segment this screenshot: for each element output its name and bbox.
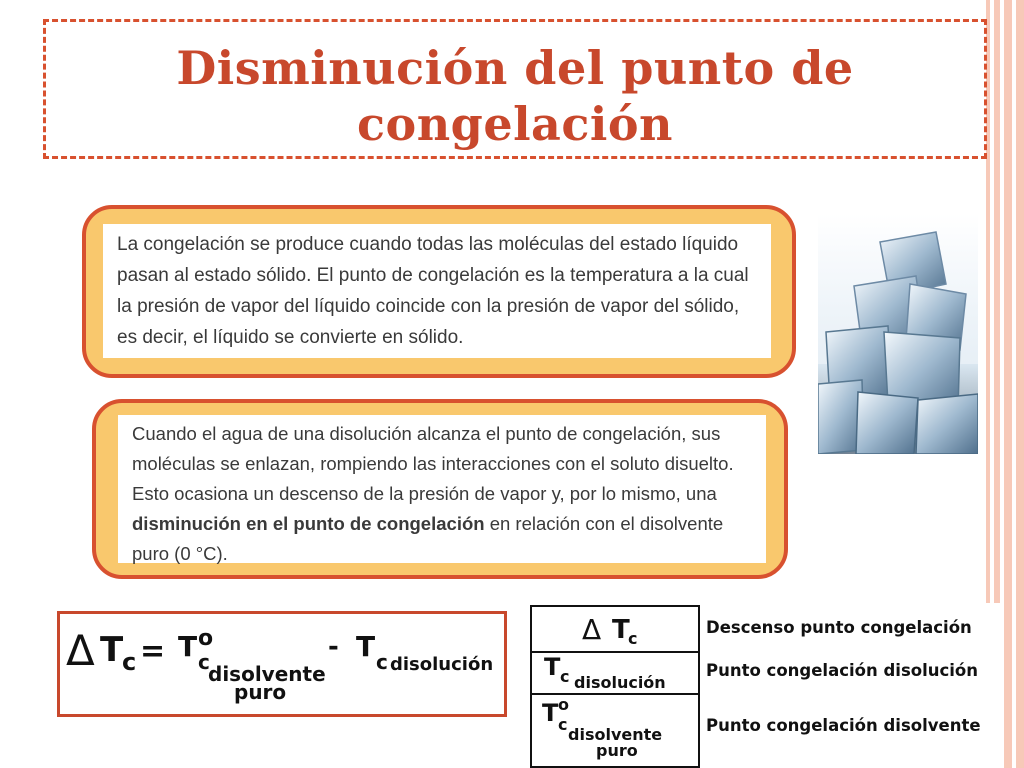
table-puro: puro	[596, 741, 638, 760]
formula-sub-disolucion: disolución	[390, 654, 494, 675]
formula-sub-c-solvent: c	[198, 650, 210, 674]
table-t1: T	[612, 615, 630, 645]
formula-t-solution: T	[356, 630, 376, 663]
explanation-text-bold: disminución en el punto de congelación	[132, 513, 485, 534]
explanation-text-end: en relación con el disolvente puro (0 °C).	[132, 513, 724, 564]
formula-sub-disolvente: disolvente	[208, 662, 326, 686]
title-frame	[43, 19, 987, 159]
table-c2: c	[560, 667, 570, 686]
formula-t-solvent: T	[178, 630, 198, 663]
delta-symbol: Δ	[66, 626, 95, 675]
explanation-text-start: Cuando el agua de una disolución alcanza el punto de congelación, sus moléculas se enlazan, rompiendo las interacciones con el soluto disuelto. Esto ocasiona un descenso de la presión de vapor y, por lo mismo, una	[132, 423, 734, 504]
definition-card	[82, 205, 796, 378]
freezing-point-formula	[57, 611, 507, 717]
formula-minus: -	[328, 632, 339, 662]
table-o3: o	[558, 695, 569, 714]
formula-sub-c: c	[122, 648, 137, 676]
legend-description-solvent: Punto congelación disolvente	[706, 716, 981, 735]
formula-sub-puro: puro	[234, 680, 287, 704]
formula-sup-o: o	[198, 626, 214, 651]
table-c1: c	[628, 629, 638, 648]
symbol-row-solution	[532, 653, 698, 695]
symbol-row-solvent	[532, 695, 698, 766]
definition-text: La congelación se produce cuando todas las moléculas del estado líquido pasan al estado sólido. El punto de congelación es la temperatura a la cual la presión de vapor del líquido coincide con la presión de vapor del sólido, es decir, el líquido se convierte en sólido.	[103, 224, 771, 358]
table-t3: T	[542, 699, 559, 727]
formula-sub-c-solution: c	[376, 650, 388, 674]
symbol-table	[530, 605, 700, 768]
table-disolucion: disolución	[574, 673, 666, 692]
formula-equals: =	[140, 634, 166, 669]
slide-title: Disminución del punto de congelación	[176, 41, 854, 151]
symbol-row-delta	[532, 607, 698, 653]
legend-description-delta: Descenso punto congelación	[706, 618, 972, 637]
table-t2: T	[544, 653, 561, 681]
table-delta: Δ	[582, 613, 602, 646]
table-disolvente: disolvente	[568, 725, 663, 744]
formula-t: T	[100, 630, 124, 670]
explanation-text	[118, 415, 766, 563]
explanation-card	[92, 399, 788, 579]
table-c3: c	[558, 715, 568, 734]
legend-description-solution: Punto congelación disolución	[706, 661, 979, 680]
ice-cubes-image	[818, 214, 978, 454]
